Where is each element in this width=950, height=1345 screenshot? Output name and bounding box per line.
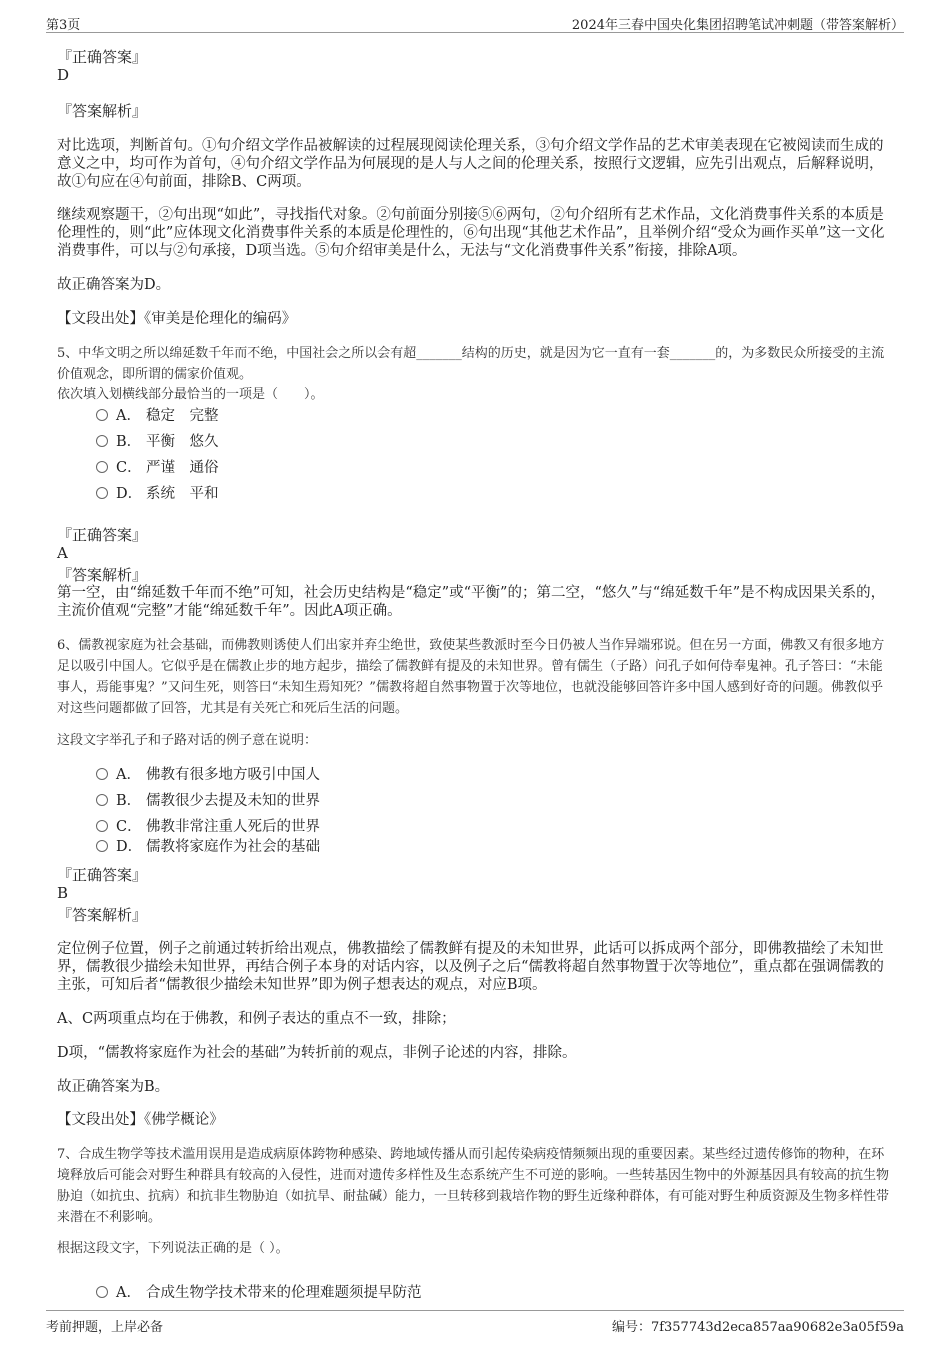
q6-stem: 6、儒教视家庭为社会基础，而佛教则诱使人们出家并弃尘绝世，致使某些教派时至今日仍被人当作异端邪说。但在另一方面，佛教又有很多地方足以吸引中国人。它似乎是在儒教止步的地方起步，描绘了儒教鲜有提及的未知世界。曾有儒生（子路）问孔子如何侍奉鬼神。孔子答曰：“未能事人，焉能事鬼？”又问生死，则答曰“未知生焉知死？”儒教将超自然事物置于次等地位，也就没能够回答许多中国人感到好奇的问题。佛教似乎对这些问题都做了回答，尤其是有关死亡和死后生活的问题。 xyxy=(57,638,885,716)
q6-answer-label: 『正确答案』 xyxy=(57,866,148,884)
q7-option-a[interactable]: A． 合成生物学技术带来的伦理难题须提早防范 xyxy=(96,1284,422,1302)
radio-icon[interactable] xyxy=(96,820,108,832)
q4-analysis-label: 『答案解析』 xyxy=(57,102,148,120)
q5-prompt: 依次填入划横线部分最恰当的一项是（ ）。 xyxy=(57,387,324,402)
q6-analysis-p1: 定位例子位置，例子之前通过转折给出观点，佛教描绘了儒教鲜有提及的未知世界，此话可以拆成两个部分，即佛教描绘了未知世界，儒教很少描绘未知世界，再结合例子本身的对话内容，以及例子之后“儒教将超自然事物置于次等地位”，重点都在强调儒教的主张，可知后者“儒教很少描绘未知世界”即为例子想表达的观点，对应B项。 xyxy=(57,941,884,993)
radio-icon[interactable] xyxy=(96,461,108,473)
q7-stem: 7、合成生物学等技术滥用误用是造成病原体跨物种感染、跨地域传播从而引起传染病疫情频频出现的重要因素。某些经过遗传修饰的物种，在环境释放后可能会对野生种群具有较高的入侵性，进而对遗传多样性及生态系统产生不可逆的影响。一些转基因生物中的外源基因具有较高的抗生物胁迫（如抗虫、抗病）和抗非生物胁迫（如抗旱、耐盐碱）能力，一旦转移到栽培作物的野生近缘种群体，有可能对野生种质资源及生物多样性带来潜在不利影响。 xyxy=(57,1147,890,1225)
page-header xyxy=(46,12,904,33)
document-title: 2024年三春中国央化集团招聘笔试冲刺题（带答案解析） xyxy=(571,18,904,33)
q4-analysis-p2: 继续观察题干，②句出现“如此”，寻找指代对象。②句前面分别接⑤⑥两句，②句介绍所有艺术作品，文化消费事件关系的本质是伦理性的，则“此”应体现文化消费事件关系的本质是伦理性的，⑥句出现“其他艺术作品”，且举例介绍“受众为画作买单”这一文化消费事件，可以与②句承接，D项当选。⑤句介绍审美是什么，无法与“文化消费事件关系”衔接，排除A项。 xyxy=(57,207,885,259)
q5-answer: A xyxy=(57,544,68,562)
q6-analysis-p2: A、C两项重点均在于佛教，和例子表达的重点不一致，排除； xyxy=(57,1011,456,1027)
q4-answer: D xyxy=(57,66,70,84)
q6-option-c[interactable]: C． 佛教非常注重人死后的世界 xyxy=(96,818,320,836)
q5-option-b[interactable]: B． 平衡 悠久 xyxy=(96,433,219,451)
radio-icon[interactable] xyxy=(96,768,108,780)
q4-answer-label: 『正确答案』 xyxy=(57,48,148,66)
radio-icon[interactable] xyxy=(96,840,108,852)
q5-option-c[interactable]: C． 严谨 通俗 xyxy=(96,459,219,477)
q5-answer-label: 『正确答案』 xyxy=(57,526,148,544)
q6-option-b[interactable]: B． 儒教很少去提及未知的世界 xyxy=(96,792,320,810)
q6-option-d[interactable]: D． 儒教将家庭作为社会的基础 xyxy=(96,838,320,856)
radio-icon[interactable] xyxy=(96,435,108,447)
footer-slogan: 考前押题，上岸必备 xyxy=(46,1320,164,1335)
q6-analysis-label: 『答案解析』 xyxy=(57,906,148,924)
q6-conclusion: 故正确答案为B。 xyxy=(57,1079,170,1095)
radio-icon[interactable] xyxy=(96,487,108,499)
q4-source: 【文段出处】《审美是伦理化的编码》 xyxy=(57,311,297,327)
q6-source: 【文段出处】《佛学概论》 xyxy=(57,1112,224,1128)
q4-conclusion: 故正确答案为D。 xyxy=(57,277,171,293)
q5-option-d[interactable]: D． 系统 平和 xyxy=(96,485,219,503)
page-footer xyxy=(46,1310,904,1335)
q6-option-a[interactable]: A． 佛教有很多地方吸引中国人 xyxy=(96,766,320,784)
q6-analysis-p3: D项，“儒教将家庭作为社会的基础”为转折前的观点，非例子论述的内容，排除。 xyxy=(57,1045,577,1061)
radio-icon[interactable] xyxy=(96,794,108,806)
q4-analysis-p1: 对比选项，判断首句。①句介绍文学作品被解读的过程展现阅读伦理关系，③句介绍文学作品的艺术审美表现在它被阅读而生成的意义之中，均可作为首句，④句介绍文学作品为何展现的是人与人之间的伦理关系，按照行文逻辑，应先引出观点，后解释说明，故①句应在④句前面，排除B、C两项。 xyxy=(57,138,884,190)
radio-icon[interactable] xyxy=(96,409,108,421)
radio-icon[interactable] xyxy=(96,1286,108,1298)
q5-option-a[interactable]: A． 稳定 完整 xyxy=(96,407,219,425)
page-number: 第3页 xyxy=(46,18,81,33)
q7-prompt: 根据这段文字，下列说法正确的是（ ）。 xyxy=(57,1241,289,1256)
q5-analysis: 第一空，由“绵延数千年而不绝”可知，社会历史结构是“稳定”或“平衡”的；第二空，“悠久”与“绵延数千年”是不构成因果关系的，主流价值观“完整”才能“绵延数千年”。因此A项正确。 xyxy=(57,585,886,619)
q5-stem: 5、中华文明之所以绵延数千年而不绝，中国社会之所以会有超_______结构的历史，就是因为它一直有一套_______的，为多数民众所接受的主流价值观念，即所谓的儒家价值观。 xyxy=(57,346,885,382)
q5-analysis-label: 『答案解析』 xyxy=(57,566,148,584)
q6-answer: B xyxy=(57,884,69,902)
q6-prompt: 这段文字举孔子和子路对话的例子意在说明： xyxy=(57,733,318,748)
document-code: 编号：7f357743d2eca857aa90682e3a05f59a xyxy=(611,1320,904,1335)
